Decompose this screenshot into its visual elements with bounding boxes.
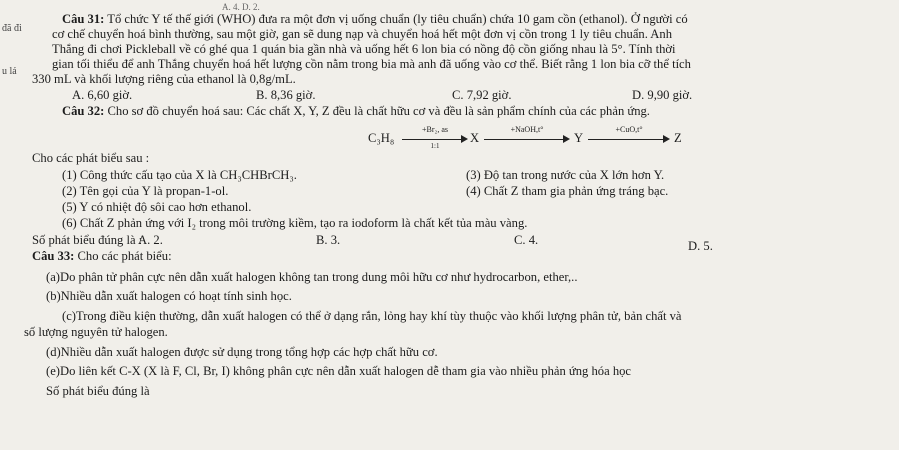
- question-32-count-label: Số phát biểu đúng là :: [32, 233, 143, 247]
- question-31-option-c: C. 7,92 giờ.: [452, 88, 512, 102]
- reaction-arrow-2-reagent: +NaOH,t°: [510, 125, 544, 134]
- question-33-line-1: [32, 249, 172, 263]
- statement-6: (6) Chất Z phản ứng với I₂ trong môi trường kiềm, tạo ra iodoform là chất kết tủa màu vàng.: [62, 216, 528, 230]
- statement-a: (a)Do phân tử phân cực nên dẫn xuất halogen không tan trong dung môi hữu cơ như hydrocarbon, ether,..: [46, 270, 578, 284]
- question-32-line-1: [62, 104, 650, 118]
- question-31-line-4: gian tối thiểu để anh Thắng chuyển hoá hết lượng cồn nằm trong bia mà anh đã uống vào cơ thể. Biết rằng 1 lon bia cỡ thể tích: [52, 57, 691, 71]
- question-32-option-b: B. 3.: [316, 233, 341, 247]
- question-31-line-1: [62, 12, 688, 26]
- scheme-compound-y: Y: [574, 131, 584, 145]
- question-31-option-b: B. 8,36 giờ.: [256, 88, 316, 102]
- scheme-compound-x: X: [470, 131, 480, 145]
- question-31-option-a: A. 6,60 giờ.: [72, 88, 133, 102]
- question-32-intro: Cho các phát biểu sau :: [32, 151, 150, 165]
- question-32-label: Câu 32:: [62, 104, 105, 118]
- reaction-arrow-3: [588, 125, 670, 148]
- reaction-arrow-1-reagent: +Br₂, as: [422, 125, 448, 134]
- scheme-start-compound: C₃H₈: [368, 131, 395, 145]
- statement-5: (5) Y có nhiệt độ sôi cao hơn ethanol.: [62, 200, 252, 214]
- statement-3: (3) Độ tan trong nước của X lớn hơn Y.: [466, 168, 665, 182]
- statement-c-line-2: số lượng nguyên tử halogen.: [24, 325, 168, 339]
- reaction-arrow-2: [484, 125, 570, 148]
- statement-4: (4) Chất Z tham gia phản ứng tráng bạc.: [466, 184, 669, 198]
- question-31-option-d: D. 9,90 giờ.: [632, 88, 693, 102]
- question-33-intro: Cho các phát biểu:: [77, 249, 172, 263]
- question-31-text-1: Tổ chức Y tế thế giới (WHO) đưa ra một đơn vị uống chuẩn (ly tiêu chuẩn) chứa 10 gam cồn (ethanol). Ở người có: [107, 12, 688, 26]
- statement-1: (1) Công thức cấu tạo của X là CH₃CHBrCH₃.: [62, 168, 297, 182]
- statement-2: (2) Tên gọi của Y là propan-1-ol.: [62, 184, 229, 198]
- statement-c-line-1: (c)Trong điều kiện thường, dẫn xuất halogen có thể ở dạng rắn, lỏng hay khí tùy thuộc vào khối lượng phân tử, bản chất và: [62, 309, 682, 323]
- top-fragment: A. 4. D. 2.: [222, 2, 260, 12]
- question-32-option-a: A. 2.: [138, 233, 163, 247]
- question-31-label: Câu 31:: [62, 12, 105, 26]
- statement-d: (d)Nhiều dẫn xuất halogen được sử dụng trong tổng hợp các hợp chất hữu cơ.: [46, 345, 438, 359]
- question-32-option-d: D. 5.: [688, 239, 713, 253]
- question-31-line-3: Thắng đi chơi Pickleball về có ghé qua 1 quán bia gần nhà và uống hết 6 lon bia có nồng độ cồn giống nhau là 5°. Tính thời: [52, 42, 676, 56]
- scheme-compound-z: Z: [674, 131, 682, 145]
- reaction-arrow-1: [402, 125, 468, 150]
- reaction-arrow-3-reagent: +CuO,t°: [615, 125, 643, 134]
- question-32-text-1: Cho sơ đồ chuyển hoá sau: Các chất X, Y, Z đều là chất hữu cơ và đều là sản phẩm chính của các phản ứng.: [107, 104, 650, 118]
- question-31-line-5: 330 mL và khối lượng riêng của ethanol là 0,8g/mL.: [32, 72, 296, 86]
- question-33-label: Câu 33:: [32, 249, 75, 263]
- statement-b: (b)Nhiều dẫn xuất halogen có hoạt tính sinh học.: [46, 289, 292, 303]
- margin-note-1: đã đi: [2, 23, 22, 34]
- question-31-line-2: cơ chế chuyển hoá bình thường, sau một giờ, gan sẽ dung nạp và chuyển hoá hết một đơn vị cồn trong 1 ly tiêu chuẩn. Anh: [52, 27, 672, 41]
- reaction-arrow-1-ratio: 1:1: [430, 142, 440, 150]
- statement-e: (e)Do liên kết C-X (X là F, Cl, Br, I) không phân cực nên dẫn xuất halogen dễ tham gia vào nhiều phản ứng hóa học: [46, 364, 631, 378]
- margin-note-2: u lá: [2, 66, 17, 77]
- question-33-count-label: Số phát biểu đúng là: [46, 384, 150, 398]
- question-32-option-c: C. 4.: [514, 233, 539, 247]
